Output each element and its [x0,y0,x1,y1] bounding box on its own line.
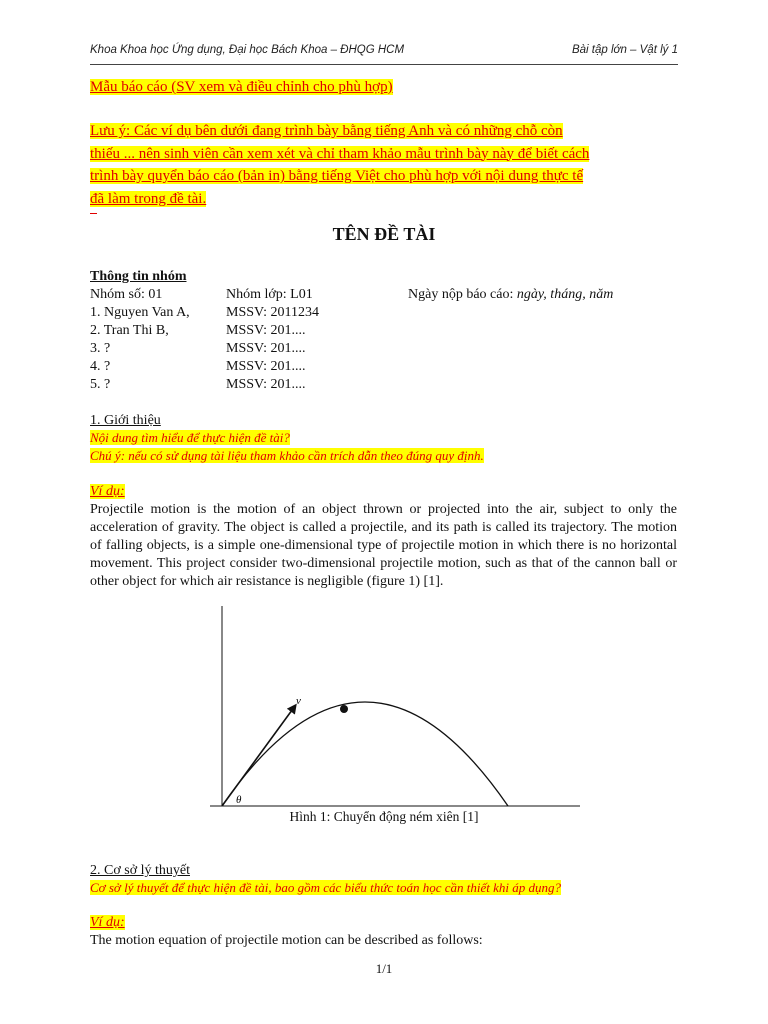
member-mssv: MSSV: 201.... [226,359,306,374]
section1-example-label: Ví dụ: [90,484,125,499]
figure-caption: Hình 1: Chuyển động ném xiên [1] [289,809,479,824]
section2-heading: 2. Cơ sở lý thuyết [90,863,190,878]
warning-line-3: trình bày quyển báo cáo (bản in) bằng tiếng Việt cho phù hợp với nội dung thực tế [90,168,584,184]
section2-hint: Cơ sở lý thuyết để thực hiện đề tài, bao gồm các biểu thức toán học cần thiết khi áp dụng? [90,880,562,895]
header-divider [90,64,678,65]
angle-label: θ [236,794,242,806]
member-name: 2. Tran Thi B, [90,323,169,338]
member-mssv: MSSV: 201.... [226,323,306,338]
projectile-dot [340,705,348,713]
velocity-label: v [296,695,301,707]
warning-line-1: Lưu ý: Các ví dụ bên dưới đang trình bày bằng tiếng Anh và có những chỗ còn [90,123,563,139]
trajectory-figure [200,600,584,812]
section1-paragraph: Projectile motion is the motion of an object thrown or projected into the air, subject to only the acceleration of gravity. The object is called a projectile, and its path is called its trajectory. The motion of falling objects, is a simple one-dimensional type of projectile motion in which there is no horizontal movement. This project consider two-dimensional projectile motion, such as that of the cannon ball or other object for which air resistance is negligible (figure 1) [1]. [90,502,677,589]
member-mssv: MSSV: 201.... [226,377,306,392]
warning-block [90,120,690,210]
section1-heading: 1. Giới thiệu [90,413,161,428]
warning-line-2: thiếu ... nên sinh viên cần xem xét và chỉ tham khảo mẫu trình bày này để biết cách [90,145,590,162]
class-group: Nhóm lớp: L01 [226,287,313,302]
section1-hint2: Chú ý: nếu có sử dụng tài liệu tham khảo cần trích dẫn theo đúng quy định. [90,448,484,463]
submission-date-label: Ngày nộp báo cáo: [408,287,514,302]
section2-example-label: Ví dụ: [90,915,125,930]
page-title: TÊN ĐỀ TÀI [332,224,436,244]
section2-paragraph: The motion equation of projectile motion can be described as follows: [90,933,483,948]
submission-date [408,287,613,303]
group-number: Nhóm số: 01 [90,287,163,302]
member-name: 5. ? [90,377,111,392]
group-heading: Thông tin nhóm [90,269,187,284]
section1-hint1: Nội dung tìm hiểu để thực hiện đề tài? [90,430,290,445]
member-name: 4. ? [90,359,111,374]
member-mssv: MSSV: 2011234 [226,305,319,320]
template-note: Mẫu báo cáo (SV xem và điều chỉnh cho phù hợp) [90,79,393,95]
stray-underline [90,213,97,214]
member-name: 1. Nguyen Van A, [90,305,190,320]
velocity-arrow [222,706,295,806]
member-mssv: MSSV: 201.... [226,341,306,356]
member-name: 3. ? [90,341,111,356]
trajectory-curve [222,702,508,806]
warning-line-4: đã làm trong đề tài. [90,190,207,207]
submission-date-value: ngày, tháng, năm [516,287,614,302]
page-number: 1/1 [375,961,393,976]
header-left: Khoa Khoa học Ứng dụng, Đại học Bách Khoa – ĐHQG HCM [90,44,405,56]
header-right: Bài tập lớn – Vật lý 1 [571,44,678,56]
